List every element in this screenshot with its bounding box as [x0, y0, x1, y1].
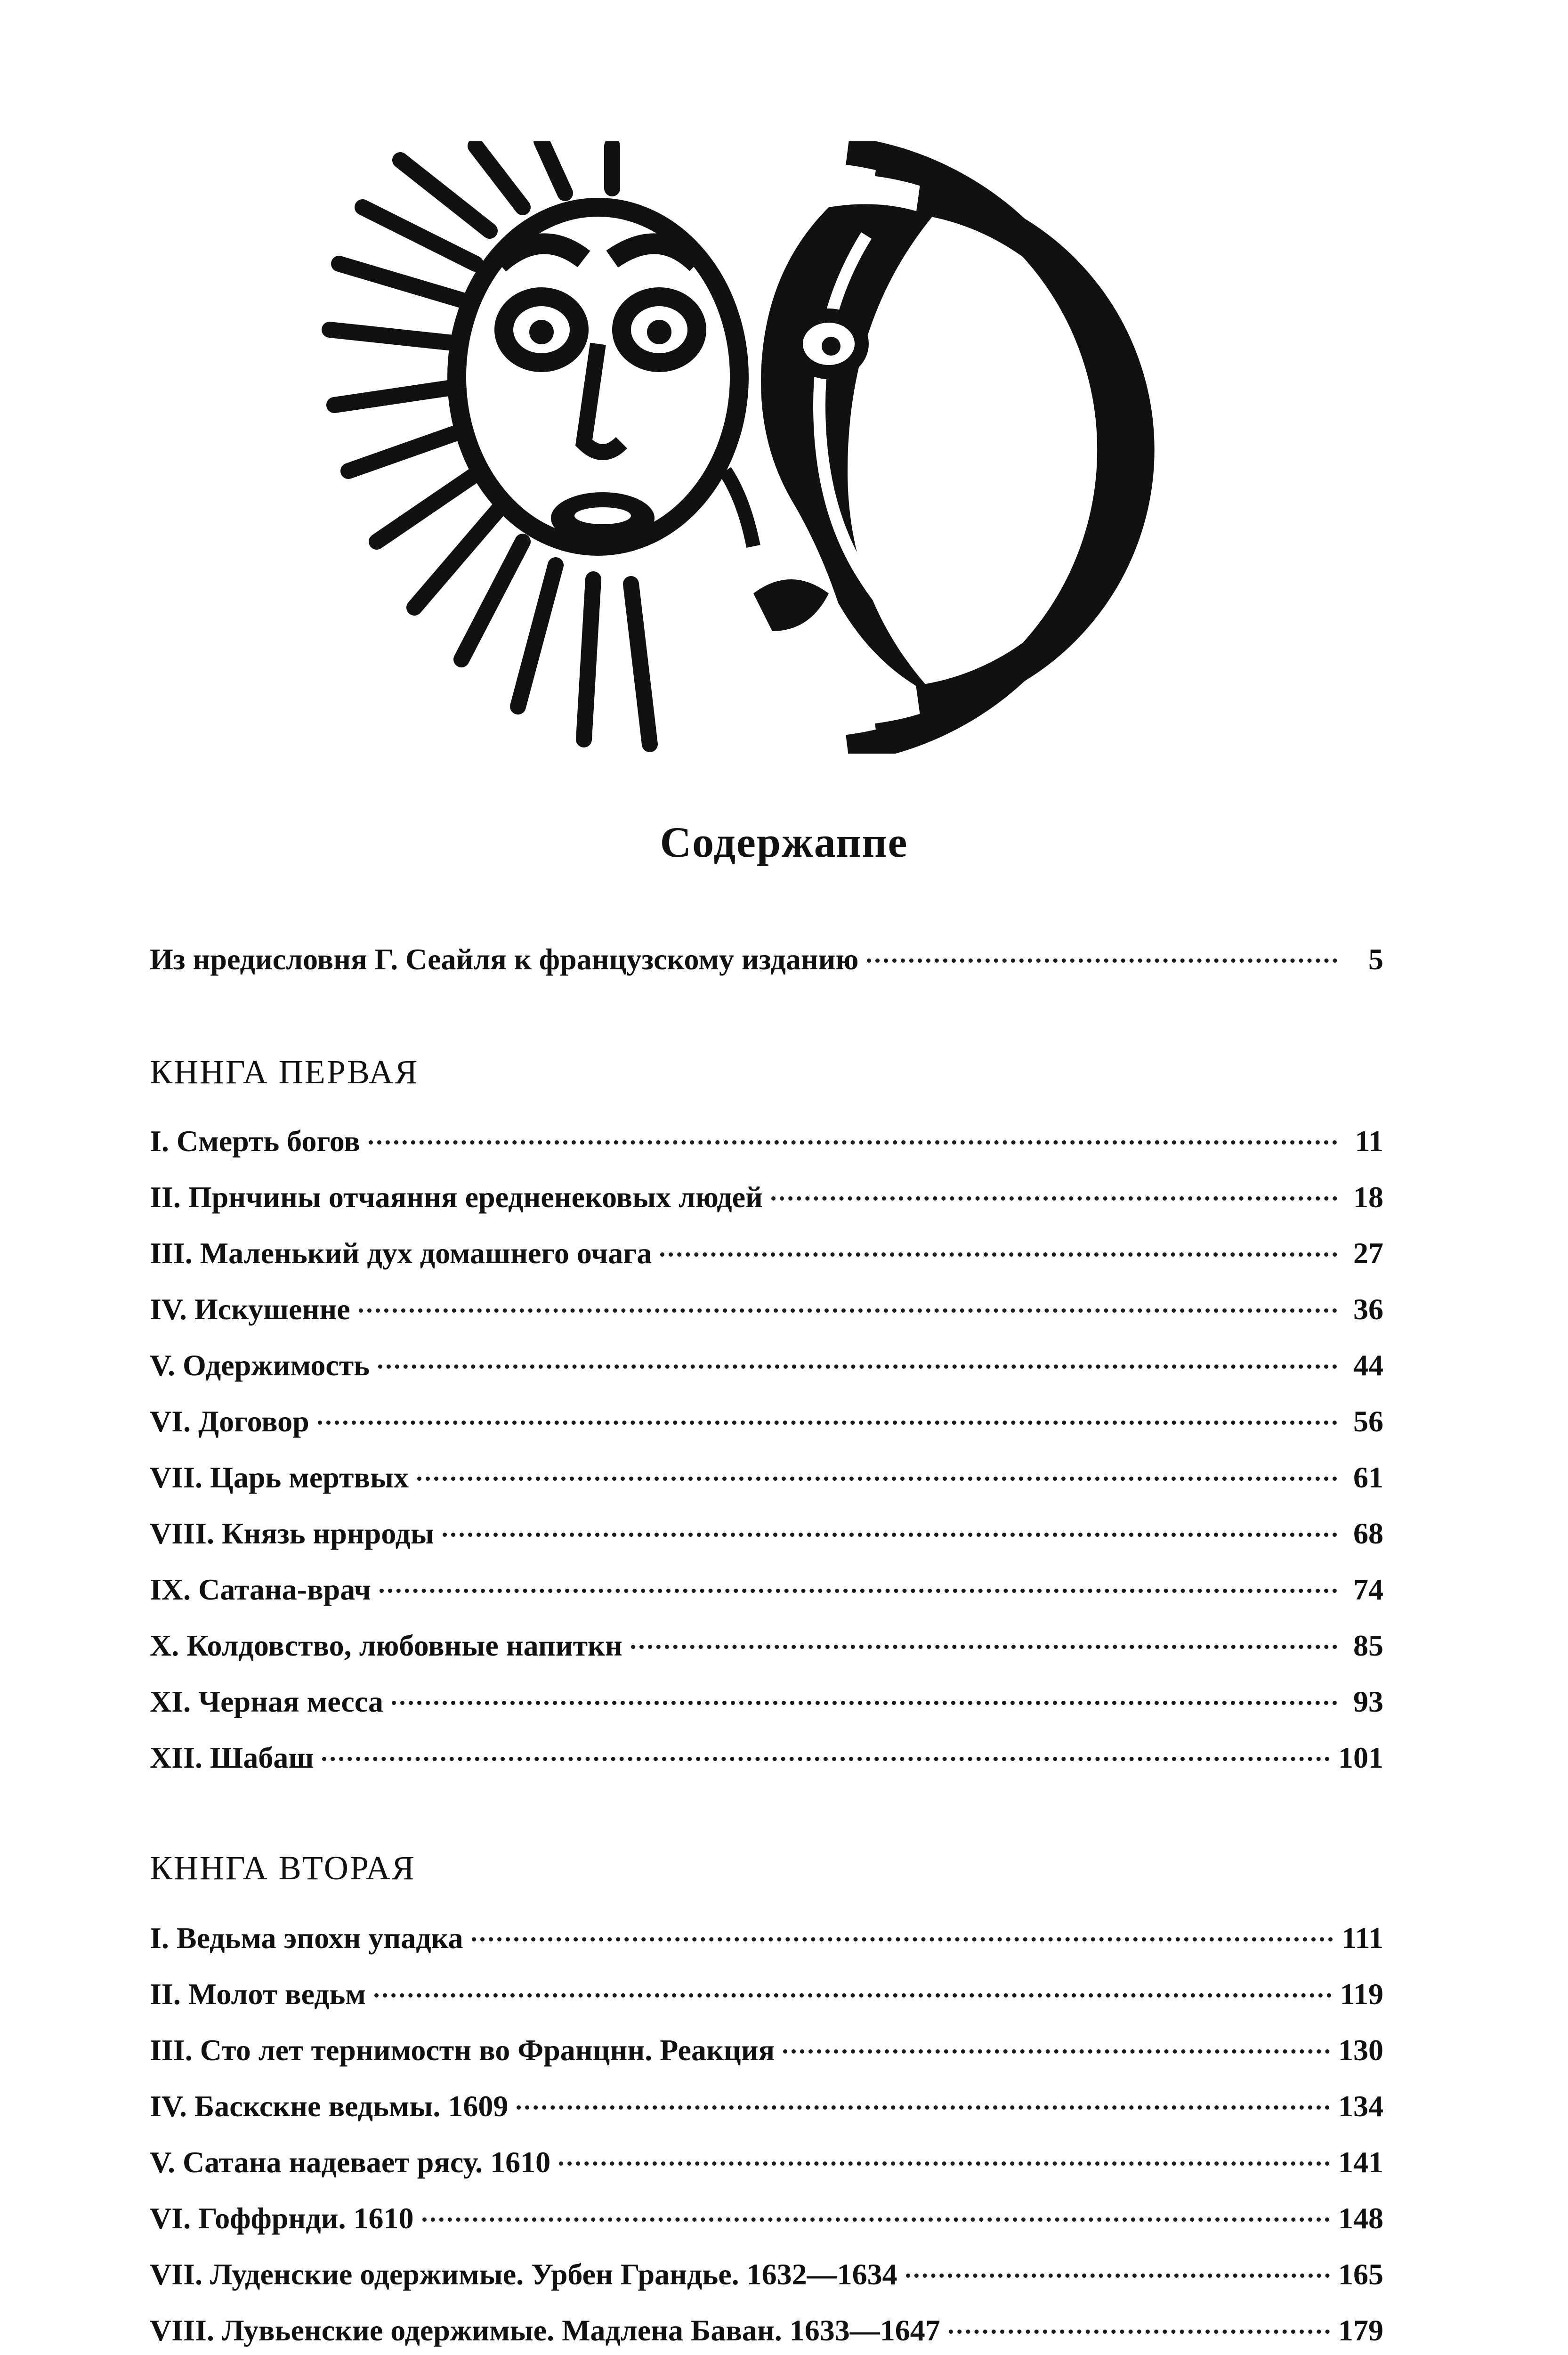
sun-face: [457, 207, 739, 546]
toc-entry[interactable]: [150, 1180, 1383, 1236]
dot-leader: [631, 1645, 1337, 1649]
toc-entry-label: IX. Сатана-врач: [150, 1573, 371, 1606]
toc-entry[interactable]: [150, 1740, 1383, 1796]
toc-entry[interactable]: [150, 1348, 1383, 1404]
toc-entry-page: 119: [1340, 1977, 1383, 2011]
toc-entry[interactable]: [150, 1460, 1383, 1516]
dot-leader: [783, 2049, 1330, 2054]
toc-entry-label: IV. Баскскне ведьмы. 1609: [150, 2089, 509, 2123]
toc-entry[interactable]: [150, 1572, 1383, 1628]
toc-entry-page: 18: [1353, 1180, 1383, 1214]
dot-leader: [392, 1701, 1337, 1705]
toc-entry-page: 85: [1353, 1629, 1383, 1662]
toc-entry-page: 61: [1353, 1461, 1383, 1494]
toc-entry[interactable]: [150, 1628, 1383, 1684]
toc-entry[interactable]: [150, 1404, 1383, 1460]
dot-leader: [359, 1308, 1337, 1313]
toc-entry-page: 111: [1342, 1921, 1383, 1955]
toc-preface: [150, 942, 1383, 998]
dot-leader: [318, 1421, 1337, 1425]
toc-entry-page: 56: [1353, 1405, 1383, 1438]
toc-entry-page: 179: [1338, 2314, 1383, 2347]
dot-leader: [517, 2105, 1330, 2110]
toc-entry[interactable]: [150, 2257, 1383, 2313]
toc-entry-label: XI. Черная месса: [150, 1685, 383, 1718]
book-two-heading: КННГА ВТОРАЯ: [150, 1849, 416, 1887]
toc-entry-label: II. Прнчины отчаяння ередненековых людей: [150, 1180, 763, 1214]
dot-leader: [369, 1140, 1337, 1145]
toc-entry-label: IV. Искушенне: [150, 1292, 350, 1326]
toc-entry[interactable]: [150, 1921, 1383, 1977]
toc-entry-page: 5: [1368, 942, 1383, 976]
toc-entry-label: VI. Договор: [150, 1405, 309, 1438]
toc-entry-label: VII. Луденские одержимые. Урбен Грандье. 1632—1634: [150, 2258, 897, 2291]
book-one-heading: КННГА ПЕРВАЯ: [150, 1053, 419, 1091]
moon-face: [725, 204, 937, 697]
dot-leader: [443, 1533, 1337, 1537]
dot-leader: [949, 2330, 1330, 2334]
toc-entry-label: I. Ведьма эпохн упадка: [150, 1921, 463, 1955]
toc-entry[interactable]: [150, 1684, 1383, 1740]
toc-entry-label: VIII. Лувьенские одержимые. Мадлена Баван. 1633—1647: [150, 2314, 940, 2347]
toc-entry-preface[interactable]: [150, 942, 1383, 998]
dot-leader: [380, 1589, 1337, 1593]
dot-leader: [378, 1364, 1337, 1369]
toc-entry-page: 68: [1353, 1517, 1383, 1550]
dot-leader: [417, 1477, 1337, 1481]
book-one-toc: [150, 1124, 1383, 1796]
toc-entry-label: X. Колдовство, любовные напиткн: [150, 1629, 622, 1662]
dot-leader: [771, 1196, 1337, 1201]
dot-leader: [559, 2161, 1330, 2166]
toc-entry[interactable]: [150, 2201, 1383, 2257]
toc-entry[interactable]: [150, 1236, 1383, 1292]
toc-entry[interactable]: [150, 2089, 1383, 2145]
toc-entry-page: 141: [1338, 2145, 1383, 2179]
toc-entry[interactable]: [150, 1516, 1383, 1572]
toc-entry-label: VIII. Князь нрнроды: [150, 1517, 434, 1550]
toc-entry[interactable]: [150, 2145, 1383, 2201]
toc-entry-label: XII. Шабаш: [150, 1741, 314, 1774]
dot-leader: [374, 1993, 1332, 1998]
toc-entry-page: 134: [1338, 2089, 1383, 2123]
sun-moon-woodcut-illustration: [320, 141, 1182, 754]
toc-entry-page: 44: [1353, 1348, 1383, 1382]
page-title: Содержаппе: [660, 818, 908, 866]
toc-entry-label: II. Молот ведьм: [150, 1977, 366, 2011]
toc-entry-label: V. Одержимость: [150, 1348, 370, 1382]
toc-entry[interactable]: [150, 1977, 1383, 2033]
toc-entry-label: VII. Царь мертвых: [150, 1461, 409, 1494]
toc-entry-page: 27: [1353, 1236, 1383, 1270]
toc-entry-label: I. Смерть богов: [150, 1124, 360, 1158]
toc-entry-page: 74: [1353, 1573, 1383, 1606]
toc-entry-page: 93: [1353, 1685, 1383, 1718]
toc-entry-page: 36: [1353, 1292, 1383, 1326]
toc-entry-label: VI. Гоффрнди. 1610: [150, 2201, 414, 2235]
dot-leader: [472, 1937, 1334, 1941]
toc-entry[interactable]: [150, 2313, 1383, 2355]
dot-leader: [867, 958, 1337, 963]
toc-entry-page: 130: [1338, 2033, 1383, 2067]
dot-leader: [660, 1252, 1337, 1257]
toc-entry-page: 165: [1338, 2258, 1383, 2291]
toc-entry-page: 148: [1338, 2201, 1383, 2235]
toc-entry[interactable]: [150, 1292, 1383, 1348]
dot-leader: [322, 1757, 1330, 1761]
book-two-toc: [150, 1921, 1383, 2355]
toc-entry[interactable]: [150, 2033, 1383, 2089]
toc-entry-label: III. Маленький дух домашнего очага: [150, 1236, 652, 1270]
dot-leader: [906, 2274, 1330, 2278]
toc-entry-page: 101: [1338, 1741, 1383, 1774]
toc-entry-page: 11: [1355, 1124, 1383, 1158]
dot-leader: [422, 2217, 1330, 2222]
toc-entry[interactable]: [150, 1124, 1383, 1180]
toc-entry-label: V. Сатана надевает рясу. 1610: [150, 2145, 551, 2179]
toc-entry-label: III. Сто лет тернимостн во Францнн. Реакция: [150, 2033, 775, 2067]
toc-entry-label: Из нредисловня Г. Сеайля к французскому изданию: [150, 942, 859, 976]
